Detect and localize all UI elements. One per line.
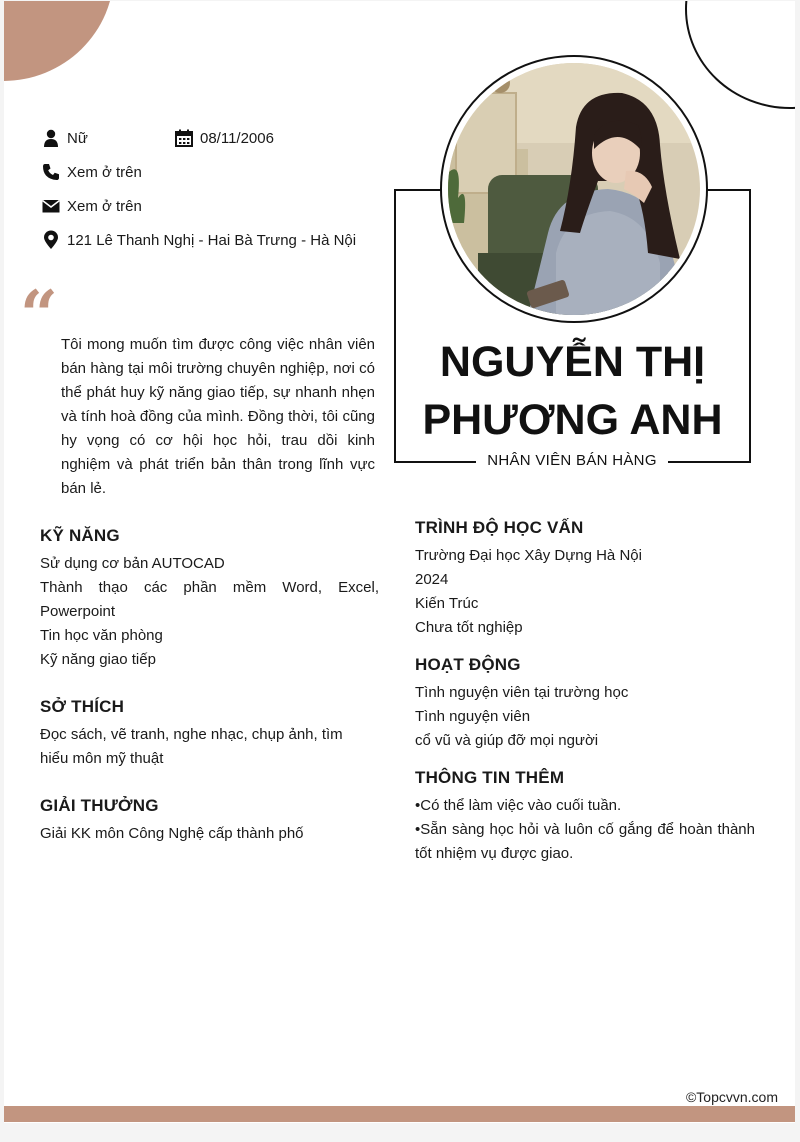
contact-address	[41, 230, 356, 250]
name-line-2: PHƯƠNG ANH	[422, 396, 723, 444]
name-line-1: NGUYỄN THỊ	[439, 338, 706, 386]
mail-icon	[41, 196, 61, 216]
calendar-icon	[174, 128, 194, 148]
footer-bar	[4, 1106, 795, 1122]
additional-info-list	[415, 794, 755, 866]
avatar	[448, 63, 700, 315]
activities-heading: HOẠT ĐỘNG	[415, 655, 521, 674]
skill-item: Kỹ năng giao tiếp	[40, 651, 156, 668]
copyright-text: ©Topcvvn.com	[685, 1089, 778, 1105]
education-heading: TRÌNH ĐỘ HỌC VẤN	[415, 518, 584, 537]
skills-list	[40, 552, 379, 672]
contact-email	[41, 196, 142, 216]
location-pin-icon	[41, 230, 61, 250]
additional-info-item: •Có thể làm việc vào cuối tuần.	[415, 797, 622, 814]
decorative-corner-ring	[685, 1, 795, 109]
contact-phone	[41, 162, 142, 182]
gender-value: Nữ	[67, 129, 88, 147]
quote-icon: “	[20, 276, 58, 354]
education-details	[415, 544, 755, 640]
awards-heading: GIẢI THƯỞNG	[40, 796, 159, 815]
skill-item: Tin học văn phòng	[40, 627, 163, 644]
decorative-corner-circle	[4, 1, 114, 81]
skill-item: Thành thạo các phần mềm Word, Excel, Powerpoint	[40, 579, 379, 620]
phone-icon	[41, 162, 61, 182]
job-title: NHÂN VIÊN BÁN HÀNG	[476, 452, 668, 469]
additional-info-item: •Sẵn sàng học hỏi và luôn cố gắng để hoàn thành tốt nhiệm vụ được giao.	[415, 821, 755, 862]
contact-gender	[41, 128, 88, 148]
education-status: Chưa tốt nghiệp	[415, 619, 523, 636]
education-major: Kiến Trúc	[415, 595, 479, 612]
address-value: 121 Lê Thanh Nghị - Hai Bà Trưng - Hà Nội	[67, 231, 357, 249]
contact-birthday	[174, 128, 274, 148]
birthday-value: 08/11/2006	[200, 129, 274, 147]
hobbies-text: Đọc sách, vẽ tranh, nghe nhạc, chụp ảnh, tìm hiểu môn mỹ thuật	[40, 726, 343, 767]
awards-text: Giải KK môn Công Nghệ cấp thành phố	[40, 825, 304, 842]
education-year: 2024	[415, 571, 449, 588]
activity-item: Tình nguyện viên	[415, 708, 531, 725]
email-value: Xem ở trên	[67, 197, 142, 215]
skill-item: Sử dụng cơ bản AUTOCAD	[40, 555, 225, 572]
additional-info-heading: THÔNG TIN THÊM	[415, 768, 565, 787]
career-objective: Tôi mong muốn tìm được công việc nhân viên bán hàng tại môi trường chuyên nghiệp, nơi có thể phát huy kỹ năng giao tiếp, sự nhanh nhẹn và tính hoà đồng của mình. Đồng thời, tôi cũng hy vọng có cơ hội học hỏi, trau dồi kinh nghiệm và phát triển bản thân trong lĩnh vực bán lẻ.	[61, 336, 375, 497]
activities-list	[415, 681, 755, 753]
profile-photo	[448, 63, 700, 315]
skills-heading: KỸ NĂNG	[40, 526, 120, 545]
candidate-name	[396, 333, 749, 449]
phone-value: Xem ở trên	[67, 163, 142, 181]
education-school: Trường Đại học Xây Dựng Hà Nội	[415, 547, 642, 564]
person-icon	[41, 128, 61, 148]
hobbies-heading: SỞ THÍCH	[40, 697, 125, 716]
activity-item: cổ vũ và giúp đỡ mọi người	[415, 732, 599, 749]
activity-item: Tình nguyện viên tại trường học	[415, 684, 629, 701]
